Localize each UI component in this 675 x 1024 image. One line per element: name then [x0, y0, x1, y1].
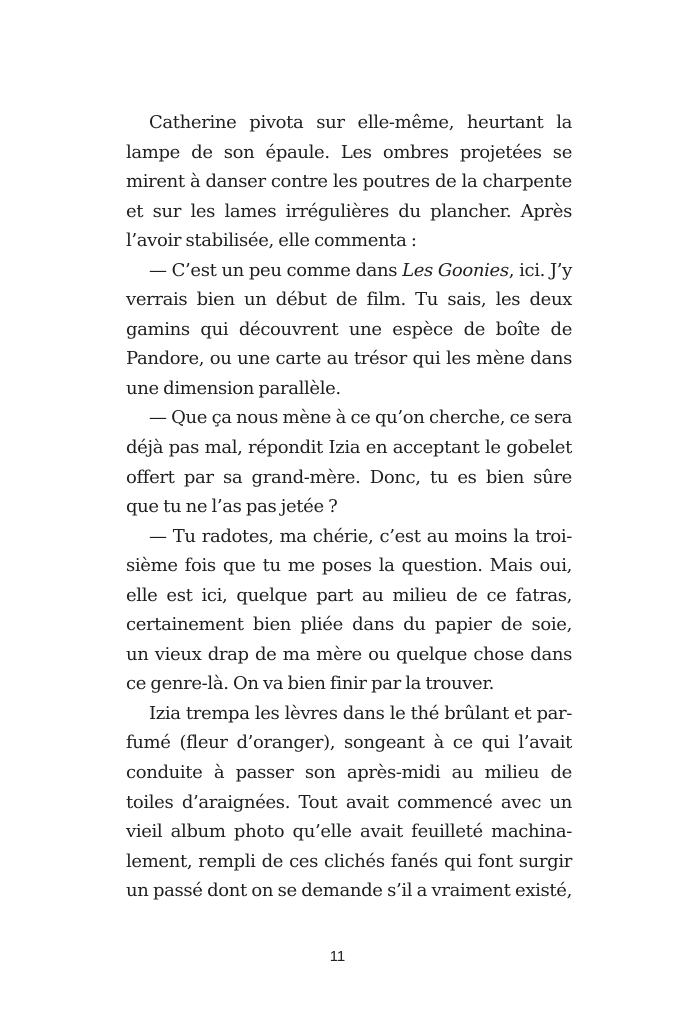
text-line-content: un vieux drap de ma mère ou quelque chose dans — [126, 643, 572, 665]
text-line-content: verrais bien un début de film. Tu sais, les deux — [126, 289, 572, 311]
text-line-content: gamins qui découvrent une espèce de boîte de — [126, 318, 572, 340]
text-segment: — C’est un peu comme dans — [149, 259, 403, 281]
text-line — [126, 197, 572, 227]
text-line-content: un passé dont on se demande s’il a vraiment existé, — [126, 880, 572, 902]
text-line — [126, 374, 572, 404]
page-number: 11 — [329, 948, 346, 965]
text-line-content: que tu ne l’as pas jetée ? — [126, 496, 338, 518]
text-line — [126, 876, 572, 906]
text-line-content: mirent à danser contre les poutres de la charpente — [126, 171, 572, 193]
text-line — [126, 788, 572, 818]
text-line — [126, 610, 572, 640]
text-line — [126, 344, 572, 374]
text-line-content: — Que ça nous mène à ce qu’on cherche, ce sera — [149, 407, 572, 429]
text-line-content: vieil album photo qu’elle avait feuilleté machina- — [126, 821, 572, 843]
text-line — [126, 256, 572, 286]
text-line — [126, 403, 572, 433]
text-line — [126, 433, 572, 463]
text-line-content: lampe de son épaule. Les ombres projetées se — [126, 141, 572, 163]
text-line — [126, 315, 572, 345]
text-line — [126, 699, 572, 729]
text-line-content: conduite à passer son après-midi au milieu de — [126, 762, 572, 784]
text-line — [126, 285, 572, 315]
text-line-content: offert par sa grand-mère. Donc, tu es bien sûre — [126, 466, 572, 488]
text-line-content: Catherine pivota sur elle-même, heurtant la — [149, 112, 572, 133]
text-line-content: elle est ici, quelque part au milieu de ce fatras, — [126, 584, 572, 606]
text-line-content: ce genre-là. On va bien finir par la trouver. — [126, 673, 495, 695]
text-line — [126, 226, 572, 256]
text-line-content: Pandore, ou une carte au trésor qui les mène dans — [126, 348, 572, 370]
text-segment: , ici. J’y — [508, 259, 572, 281]
text-line — [126, 551, 572, 581]
body-text — [126, 108, 572, 906]
text-line — [126, 463, 572, 493]
text-line — [126, 817, 572, 847]
text-line-content: certainement bien pliée dans du papier de soie, — [126, 614, 572, 636]
text-line-content: — Tu radotes, ma chérie, c’est au moins la troi- — [149, 525, 572, 547]
text-line — [126, 728, 572, 758]
text-line-content: fumé (fleur d’oranger), songeant à ce qui l’avait — [126, 732, 572, 754]
text-line — [126, 492, 572, 522]
text-line-content: lement, rempli de ces clichés fanés qui font surgir — [126, 850, 572, 872]
text-line — [126, 847, 572, 877]
text-line-content: une dimension parallèle. — [126, 377, 341, 399]
text-line — [126, 522, 572, 552]
film-title: Les Goonies — [402, 259, 509, 281]
text-line-content: toiles d’araignées. Tout avait commencé avec un — [126, 791, 572, 813]
text-line — [126, 669, 572, 699]
text-line-content: sième fois que tu me poses la question. Mais oui, — [126, 555, 572, 577]
text-line — [126, 581, 572, 611]
text-line-content: l’avoir stabilisée, elle commenta : — [126, 230, 417, 252]
text-line — [126, 758, 572, 788]
text-line-content: et sur les lames irrégulières du plancher. Après — [126, 200, 572, 222]
text-line — [126, 108, 572, 138]
text-line-content: déjà pas mal, répondit Izia en acceptant le gobelet — [126, 437, 572, 459]
text-line — [126, 138, 572, 168]
text-line — [126, 167, 572, 197]
text-line-content: Izia trempa les lèvres dans le thé brûlant et par- — [149, 702, 572, 724]
text-line — [126, 640, 572, 670]
